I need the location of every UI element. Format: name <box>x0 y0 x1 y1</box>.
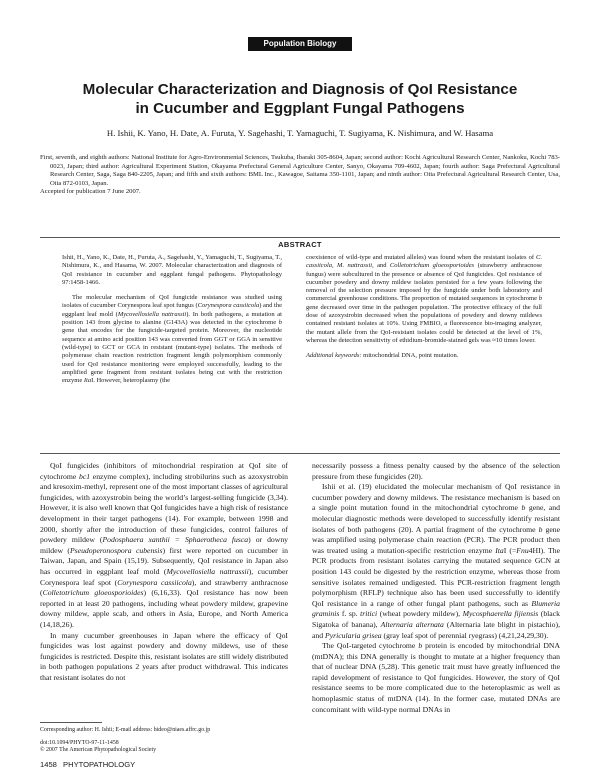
abstract-bottom-rule <box>40 453 560 454</box>
affiliations <box>40 154 560 197</box>
accepted-date: Accepted for publication 7 June 2007. <box>40 188 141 196</box>
abstract-heading: ABSTRACT <box>278 240 322 249</box>
body-right-column <box>312 461 560 715</box>
abstract-paragraph-1: The molecular mechanism of QoI fungicide resistance was studied using isolates of cucumber Corynespora leaf spot fungus (Corynespora cassiicola) and the eggplant leaf mold (Mycovellosiella nattrassii). In both pathogens, a mutation at position 143 from glycine to alanine (G143A) was detected in the cytochrome b gene that encodes for the fungicide-targeted protein. Moreover, the nucleotide sequence at amino acid position 143 was converted from GGT or GGA in sensitive (wild-type) to GCT or GCA in resistant (mutant-type) isolates. The methods of polymerase chain reaction restriction fragment length polymorphism commonly used for QoI resistance monitoring were employed successfully, leading to the amplified gene fragment from resistant isolates being cut with the restriction enzyme ItaI. However, heteroplasmy (the <box>62 294 282 385</box>
doi: doi:10.1094/PHYTO-97-11-1458 <box>40 739 119 746</box>
author-list: H. Ishii, K. Yano, H. Date, A. Furuta, Y. Sagehashi, T. Yamaguchi, T. Sugiyama, K. Nishimura, and W. Hasama <box>106 128 494 138</box>
affiliation-text: First, seventh, and eighth authors: National Institute for Agro-Environmental Sciences, Tsukuba, Ibaraki 305-8604, Japan; second author: Kochi Agricultural Research Center, Nankoku, Kochi 783-0023, Japan; third author: Agricultural Experiment Station, Okayama Prefectural General Agriculture Center, Sanyo, Okayama 709-4602, Japan; fourth author: Saga Prefectural Agricultural Research Center, Saga, Saga 840-2205, Japan; and fifth and sixth authors: BML Inc., Kawagoe, Saitama 350-1101, Japan; and ninth author: Oita Prefectural Agricultural Research Center, Usa, Oita 872-0103, Japan. <box>40 154 560 187</box>
title-line-1: Molecular Characterization and Diagnosis of QoI Resistance <box>82 81 518 98</box>
body-paragraph: Ishii et al. (19) elucidated the molecular mechanism of QoI resistance in cucumber powdery and downy mildews. The resistance mechanism is based on a single point mutation found in the mitochondrial cytochrome b gene, and molecular diagnostic methods were developed to successfully identify resistant isolates of both pathogens (20). A partial fragment of the cytochrome b gene was amplified using polymerase chain reaction (PCR). The PCR product then was treated using a mutation-specific restriction enzyme ItaI (=Fnu4HI). The PCR products from resistant isolates carrying the mutated sequence GCN at position 143 could be digested by the restriction enzyme, whereas those from sensitive isolates remained undigested. This PCR-restriction fragment length polymorphism (RFLP) technique also has been used successfully to identify QoI resistance in a range of other fungal plant pathogens, such as Blumeria graminis f. sp. tritici (wheat powdery mildew), Mycosphaerella fijiensis (black Sigatoka of banana), Alternaria alternata (Alternaria late blight in pistachio), and Pyricularia grisea (gray leaf spot of perennial ryegrass) (4,21,24,29,30). <box>312 482 561 640</box>
abstract-right-column <box>306 254 542 361</box>
body-paragraph: QoI fungicides (inhibitors of mitochondrial respiration at QoI site of cytochrome bc1 enzyme complex), including strobilurins such as azoxystrobin and kresoxim-methyl, represent one of the most important classes of agricultural fungicides, with azoxystrobin being the world’s largest-selling fungicide (3,34). However, it is also well known that QoI fungicides have a high risk of resistance development in their target pathogens (14). For example, between 1998 and 2000, shortly after the introduction of these fungicides, control failures of powdery mildew (Podosphaera xanthii = Sphaerotheca fusca) or downy mildew (Pseudoperonospora cubensis) first were reported on cucumber in Taiwan, Japan, and Spain (15,19). Subsequently, QoI resistance in Japan also has occurred in eggplant leaf mold (Mycovellosiella nattrassii), cucumber Corynespora leaf spot (Corynespora cassiicola), and strawberry anthracnose (Colletotrichum gloeosporioides) (6,16,33). QoI resistance has now been reported in at least 20 pathogens, including wheat powdery mildew, grapevine downy mildew, apple scab, and others in Asia, Europe, and North America (14,18,26). <box>40 461 289 629</box>
abstract-paragraph-2: coexistence of wild-type and mutated alleles) was found when the resistant isolates of C. cassiicola, M. nattrassii, and Colletotrichum gloeosporioides (strawberry anthracnose fungus) were subcultured in the presence or absence of QoI fungicides. QoI resistance of cucumber powdery and downy mildew isolates persisted for a few years following the removal of the selection pressure imposed by the fungicide under both laboratory and commercial greenhouse conditions. The proportion of mutated sequences in cytochrome b gene decreased over time in the pathogen population. The protective efficacy of the full dose of azoxystrobin decreased when the populations of powdery and downy mildews contained resistant isolates at 10%. Using FMBIO, a fluorescence bio-imaging analyzer, the mutant allele from the QoI-resistant isolates could be detected at the level of 1%, whereas the detection sensitivity of ethidium-bromide-stained gels was ≈10 times lower. <box>306 254 543 344</box>
additional-keywords <box>306 352 542 360</box>
copyright: © 2007 The American Phytopathological Society <box>40 747 157 754</box>
page-footer <box>40 760 135 769</box>
abstract-citation: Ishii, H., Yano, K., Date, H., Furuta, A., Sagehashi, Y., Yamaguchi, T., Sugiyama, T., Nishimura, K., and Hasama, W. 2007. Molecular characterization and diagnosis of QoI resistance in cucumber and eggplant fungal pathogens. Phytopathology 97:1458-1466. <box>62 254 282 286</box>
article-title <box>60 80 540 118</box>
page-number: 1458 <box>40 760 57 769</box>
footnotes <box>40 727 290 755</box>
body-paragraph: In many cucumber greenhouses in Japan where the efficacy of QoI fungicides was lost against powdery and downy mildews, use of these fungicides is restricted. Despite this, resistant isolates are still widely distributed in both pathogen populations 2 years after product withdrawal. This indicates that resistant isolates do not <box>40 630 288 682</box>
journal-name: PHYTOPATHOLOGY <box>63 760 136 769</box>
keywords-label: Additional keywords: <box>306 352 362 360</box>
body-paragraph: The QoI-targeted cytochrome b protein is encoded by mitochondrial DNA (mtDNA); this DNA generally is thought to mutate at a higher frequency than that of nuclear DNA (5,28). This genetic trait must have greatly influenced the rapid development of resistance to QoI fungicides. However, the story of QoI resistance seems to be more complicated due to the heteroplasmic as well as homoplasmic status of mtDNA (14). In the former case, mutated DNAs are concomitant with wild-type normal DNAs in <box>312 641 561 714</box>
section-badge: Population Biology <box>248 37 352 51</box>
abstract-top-rule <box>40 237 560 238</box>
title-line-2: in Cucumber and Eggplant Fungal Pathogens <box>135 100 465 117</box>
keywords-list: mitochondrial DNA, point mutation. <box>361 352 459 360</box>
body-left-column <box>40 461 288 683</box>
corresponding-author: Corresponding author: H. Ishii; E-mail address: hideo@niaes.affrc.go.jp <box>40 727 211 733</box>
body-paragraph: necessarily possess a fitness penalty caused by the absence of the selection pressure from these fungicides (20). <box>312 461 560 481</box>
abstract-left-column <box>62 254 282 392</box>
footnote-rule <box>40 722 102 723</box>
